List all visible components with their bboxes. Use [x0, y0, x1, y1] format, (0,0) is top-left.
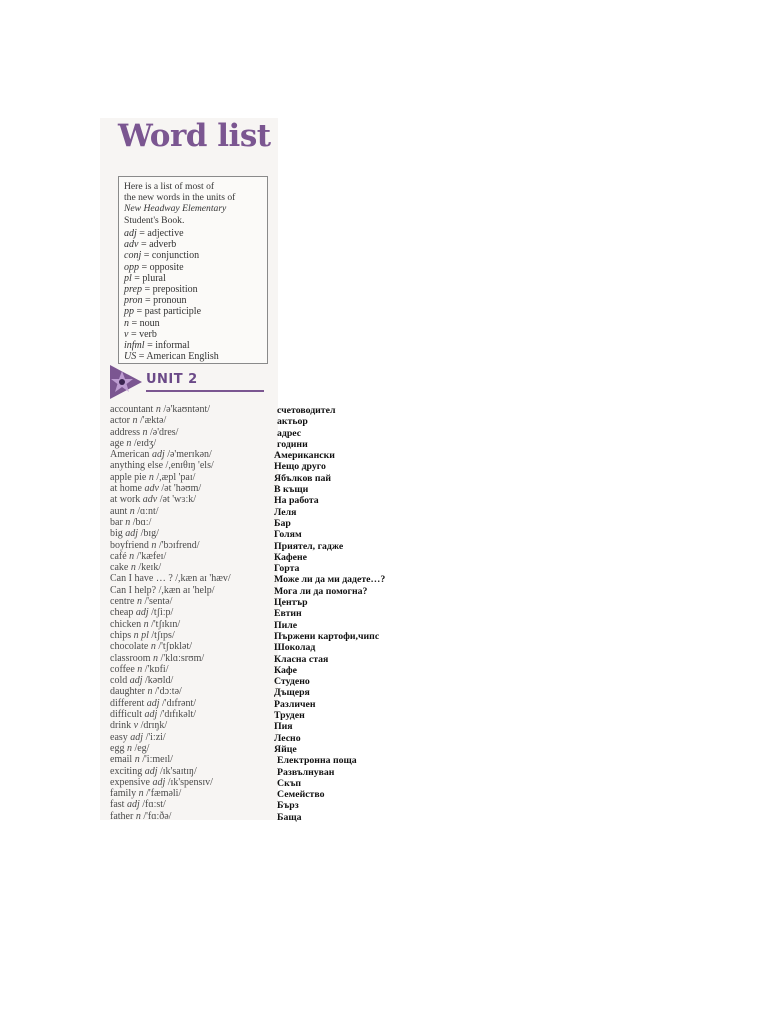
entry-word: actor	[110, 415, 130, 427]
translation-line: Яйце	[274, 743, 297, 755]
word-entry	[110, 438, 278, 449]
entry-pronunciation: /ə'merɪkən/	[167, 449, 212, 461]
entry-pos: adj	[126, 799, 140, 811]
entry-word: anything else	[110, 460, 164, 472]
word-entry	[110, 732, 278, 743]
entry-word: fast	[110, 799, 125, 811]
word-entry	[110, 415, 278, 426]
entry-pos: n	[132, 415, 138, 427]
entry-word: cheap	[110, 607, 134, 619]
entry-pronunciation: /drɪŋk/	[140, 720, 168, 732]
entry-word: easy	[110, 731, 128, 743]
entry-pos: v	[133, 720, 139, 732]
entry-pos: n	[129, 550, 135, 562]
page-title: Word list	[118, 118, 271, 154]
intro-line: Here is a list of most of	[124, 181, 215, 192]
entry-pronunciation: /'æktə/	[140, 415, 167, 427]
word-entry	[110, 799, 278, 810]
entry-pos: n	[135, 810, 141, 820]
entry-pronunciation: /'fɑːðə/	[143, 810, 172, 820]
entry-pos: n	[148, 471, 154, 483]
unit-banner	[100, 362, 278, 402]
entry-word: drink	[110, 720, 132, 732]
word-entry	[110, 427, 278, 438]
unit-title: UNIT 2	[146, 372, 198, 387]
translation-line: счетоводител	[277, 405, 336, 416]
entry-pos: n	[151, 539, 157, 551]
entry-word: expensive	[110, 776, 150, 788]
translation-line: Горта	[274, 563, 300, 575]
entry-pronunciation: /ɪk'spensɪv/	[167, 776, 213, 788]
entry-pronunciation: /'iːzi/	[145, 731, 166, 743]
entry-pos: n	[153, 652, 159, 664]
translation-line: Пиле	[274, 619, 298, 631]
entry-pos: n pl	[133, 629, 149, 641]
word-entry	[110, 460, 278, 471]
entry-word: apple pie	[110, 471, 147, 483]
entry-pronunciation: /ɑːnt/	[137, 505, 159, 517]
intro-line: Student's Book.	[124, 214, 185, 226]
translation-line: Труден	[274, 710, 305, 722]
translation-line: адрес	[277, 427, 302, 439]
word-entry	[110, 472, 278, 483]
abbreviation-row: infml = informal	[124, 340, 190, 352]
abbreviation-row: v = verb	[124, 328, 157, 340]
entry-word: family	[110, 788, 137, 800]
entry-pronunciation: /ɪk'saɪtɪŋ/	[160, 765, 197, 777]
translations-list	[274, 405, 474, 823]
entry-pronunciation: /eɪdʒ/	[133, 437, 157, 449]
entry-word: bar	[110, 516, 123, 528]
entry-pos: adj	[144, 765, 158, 777]
entry-pos: adv	[142, 494, 158, 506]
word-entry	[110, 506, 278, 517]
word-entry	[110, 562, 278, 573]
entry-pronunciation: /'dɪfrənt/	[162, 697, 197, 709]
translation-line: Лесно	[274, 732, 301, 744]
entry-word: boyfriend	[110, 539, 149, 551]
entry-pronunciation: /'sentə/	[144, 596, 173, 608]
translation-line: Електронна поща	[277, 755, 357, 767]
unit-star-icon	[106, 363, 146, 401]
entry-word: address	[110, 426, 140, 438]
abbreviation-row: prep = preposition	[124, 284, 198, 296]
entry-word: American	[110, 449, 150, 461]
entry-pos: n	[130, 562, 136, 574]
translation-line: Леля	[274, 506, 297, 518]
abbreviation-row: conj = conjunction	[124, 250, 200, 262]
entry-pos: adj	[129, 675, 143, 687]
word-list-scan	[100, 118, 278, 820]
word-entry	[110, 641, 278, 652]
word-entry	[110, 698, 278, 709]
entry-pos: adj	[144, 709, 158, 721]
entry-pos: adv	[144, 483, 159, 495]
intro-line: the new words in the units of	[124, 192, 236, 204]
entry-pos: n	[136, 596, 142, 608]
word-entry	[110, 653, 278, 664]
translation-line: актьор	[277, 416, 308, 428]
word-entries	[110, 404, 278, 820]
entry-pronunciation: /'dɪfɪkəlt/	[159, 709, 197, 721]
entry-pronunciation: /,æpl 'paɪ/	[156, 471, 196, 483]
word-entry	[110, 766, 278, 777]
translation-line: В къщи	[274, 484, 309, 496]
entry-pronunciation: /'kæfeɪ/	[136, 550, 167, 562]
entry-pronunciation: /'dɔːtə/	[155, 686, 182, 698]
entry-word: chicken	[110, 618, 142, 630]
translation-line: Ябълков пай	[274, 472, 332, 484]
entry-pronunciation: /tʃiːp/	[151, 607, 174, 619]
translation-line: Семейство	[277, 789, 325, 801]
abbreviation-row: US = American English	[124, 351, 219, 363]
intro-text	[124, 181, 264, 226]
entry-pos: n	[138, 788, 144, 800]
translation-line: Мога ли да помогна?	[274, 585, 368, 597]
entry-pronunciation: /kəʊld/	[145, 675, 174, 687]
abbreviation-row: adj = adjective	[124, 228, 184, 239]
entry-pronunciation: /ət 'wɜːk/	[159, 494, 197, 506]
entry-pronunciation: /'kɒfi/	[144, 663, 169, 675]
entry-pronunciation: /bɑː/	[132, 516, 152, 528]
entry-pos: n	[143, 618, 149, 630]
entry-pos: n	[134, 754, 140, 766]
entry-pos: n	[126, 742, 132, 754]
translation-line: Голям	[274, 529, 302, 541]
entry-pos: n	[147, 686, 153, 698]
entry-word: at home	[110, 483, 142, 495]
entry-pos: adj	[151, 449, 165, 461]
entry-word: centre	[110, 596, 135, 608]
entry-pos: adj	[135, 607, 149, 619]
entry-word: cake	[110, 562, 129, 574]
word-entry	[110, 743, 278, 754]
abbreviation-list	[124, 228, 264, 362]
word-entry	[110, 664, 278, 675]
translation-line: На работа	[274, 495, 319, 507]
entry-pos: adj	[125, 528, 139, 540]
word-entry	[110, 483, 278, 494]
word-entry	[110, 573, 278, 584]
abbreviation-row: pron = pronoun	[124, 295, 187, 307]
word-entry	[110, 777, 278, 788]
translation-line: Класна стая	[274, 653, 329, 665]
entry-word: father	[110, 810, 134, 820]
abbreviation-row: pl = plural	[124, 272, 166, 284]
translation-line: Баща	[277, 811, 302, 823]
entry-word: email	[110, 754, 133, 766]
word-entry	[110, 675, 278, 686]
translation-line: Нещо друго	[274, 461, 326, 473]
translation-line: Студено	[274, 676, 310, 688]
entry-pos: n	[142, 426, 148, 438]
word-entry	[110, 494, 278, 505]
translation-line: Кафе	[274, 664, 297, 676]
word-entry	[110, 686, 278, 697]
entry-word: egg	[110, 742, 125, 754]
word-entry	[110, 788, 278, 799]
entry-pronunciation: /bɪg/	[140, 528, 159, 540]
word-entry	[110, 449, 278, 460]
entry-pos: n	[125, 516, 131, 528]
word-entry	[110, 551, 278, 562]
word-entry	[110, 754, 278, 765]
entry-pronunciation: /ə'kaʊntənt/	[163, 404, 211, 415]
entry-pronunciation: /ə'dres/	[150, 426, 179, 438]
entry-pos: adj	[146, 697, 160, 709]
entry-word: classroom	[110, 652, 151, 664]
translation-line: Дъщеря	[274, 687, 310, 699]
entry-word: different	[110, 697, 145, 709]
word-entry	[110, 619, 278, 630]
abbreviation-row: pp = past participle	[124, 306, 202, 318]
word-entry	[110, 540, 278, 551]
entry-word: age	[110, 437, 124, 449]
entry-pronunciation: /,kæn aɪ 'hæv/	[175, 573, 231, 585]
translation-line: Американски	[274, 450, 335, 462]
entry-word: at work	[110, 494, 141, 506]
entry-pronunciation: /eg/	[134, 742, 150, 754]
word-entry	[110, 709, 278, 720]
entry-pronunciation: /'tʃɪkɪn/	[151, 618, 181, 630]
entry-pronunciation: /'iːmeɪl/	[142, 754, 173, 766]
word-entry	[110, 720, 278, 731]
entry-word: accountant	[110, 404, 154, 415]
entry-word: cold	[110, 675, 128, 687]
word-entry	[110, 630, 278, 641]
translation-line: Шоколад	[274, 642, 316, 654]
word-entry	[110, 404, 278, 415]
translation-line: Бърз	[277, 800, 299, 812]
entry-pos: n	[126, 437, 132, 449]
entry-word: big	[110, 528, 123, 540]
translation-line: Може ли да ми дадете…?	[274, 574, 386, 586]
abbreviation-row: n = noun	[124, 317, 160, 329]
entry-pos: adj	[152, 776, 166, 788]
entry-pos: adj	[130, 731, 144, 743]
entry-word: exciting	[110, 765, 143, 777]
entry-pos: n	[137, 663, 143, 675]
translation-line: Пия	[274, 721, 293, 733]
translation-line: Кафене	[274, 551, 307, 563]
translation-line: Бар	[274, 517, 291, 529]
entry-pronunciation: /,enɪθɪŋ 'els/	[165, 460, 214, 472]
entry-word: chips	[110, 629, 132, 641]
entry-pronunciation: /,kæn aɪ 'help/	[158, 584, 215, 596]
entry-pos: n	[155, 404, 161, 415]
entry-word: daughter	[110, 686, 145, 698]
word-entry	[110, 528, 278, 539]
abbreviation-row: opp = opposite	[124, 261, 184, 273]
abbreviations-box	[118, 176, 268, 364]
word-entry	[110, 811, 278, 820]
entry-word: chocolate	[110, 641, 149, 653]
translation-line: Приятел, гадже	[274, 540, 344, 552]
entry-pronunciation: /tʃɪps/	[151, 629, 175, 641]
entry-pos: n	[150, 641, 156, 653]
word-entry	[110, 607, 278, 618]
entry-pronunciation: /'fæməli/	[146, 788, 182, 800]
translation-line: Развълнуван	[277, 766, 335, 778]
translation-line: Пържени картофи,чипс	[274, 630, 380, 642]
entry-pronunciation: /fɑːst/	[142, 799, 166, 811]
entry-word: difficult	[110, 709, 143, 721]
entry-pronunciation: /'klɑːsrʊm/	[160, 652, 205, 664]
entry-word: coffee	[110, 663, 135, 675]
translation-line: Евтин	[274, 608, 302, 620]
entry-word: café	[110, 550, 127, 562]
translation-line: Скъп	[277, 777, 302, 789]
translation-line: години	[277, 438, 308, 450]
book-title: New Headway Elementary	[124, 203, 227, 215]
entry-word: Can I have … ?	[110, 573, 173, 585]
entry-word: aunt	[110, 505, 128, 517]
abbreviation-row: adv = adverb	[124, 239, 177, 251]
entry-pronunciation: /'tʃɒklət/	[158, 641, 193, 653]
translation-line: Различен	[274, 698, 316, 710]
entry-pronunciation: /'bɔɪfrend/	[158, 539, 200, 551]
word-entry	[110, 596, 278, 607]
word-entry	[110, 585, 278, 596]
word-entry	[110, 517, 278, 528]
entry-pronunciation: /ət 'həʊm/	[161, 483, 202, 495]
entry-word: Can I help?	[110, 584, 157, 596]
translation-line: Център	[274, 597, 308, 609]
unit-divider	[146, 390, 264, 392]
entry-pos: n	[129, 505, 135, 517]
entry-pronunciation: /keɪk/	[138, 562, 162, 574]
